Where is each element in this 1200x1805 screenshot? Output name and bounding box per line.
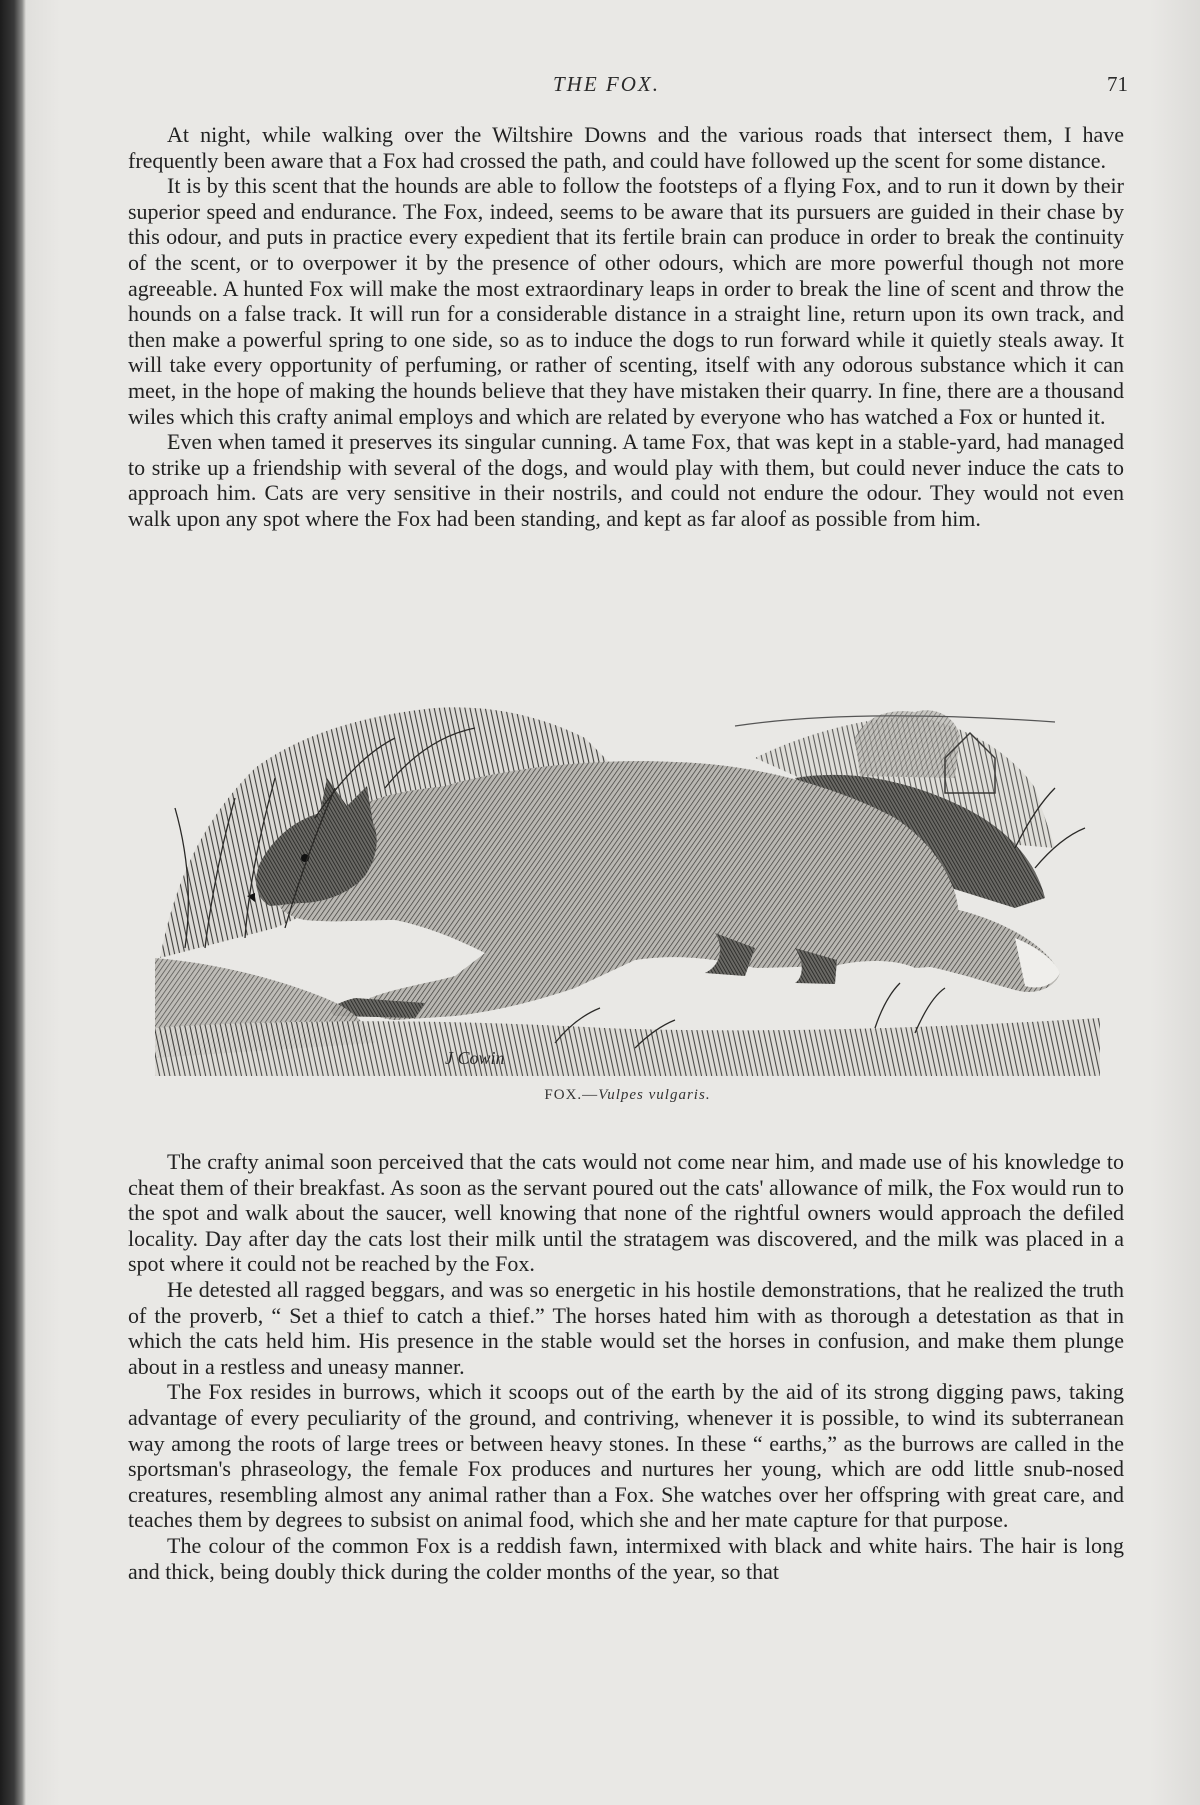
caption-prefix: FOX.— [544, 1087, 599, 1103]
running-header [128, 70, 1128, 106]
caption-latin-name: Vulpes vulgaris. [598, 1087, 711, 1103]
fox-illustration [155, 698, 1100, 1076]
page-number: 71 [1107, 72, 1128, 96]
running-title: THE FOX. [553, 72, 660, 96]
text-block-top [128, 122, 1124, 532]
paragraph: The Fox resides in burrows, which it scoops out of the earth by the aid of its strong digging paws, taking advantage of every peculiarity of the ground, and contriving, whenever it is possible, to wind its subterranean way among the roots of large trees or between heavy stones. In these “ earths,” as the burrows are called in the sportsman's phraseology, the female Fox produces and nurtures her young, which are odd little snub-nosed creatures, resembling almost any animal rather than a Fox. She watches over her offspring with great care, and teaches them by degrees to subsist on animal food, which she and her mate capture for that purpose. [128, 1379, 1124, 1533]
figure-caption [155, 1087, 1100, 1104]
paragraph: At night, while walking over the Wiltshire Downs and the various roads that intersect them, I have frequently been aware that a Fox had crossed the path, and could have followed up the scent for some distance. [128, 122, 1124, 173]
paragraph: The crafty animal soon perceived that the cats would not come near him, and made use of his knowledge to cheat them of their breakfast. As soon as the servant poured out the cats' allowance of milk, the Fox would run to the spot and walk about the saucer, well knowing that none of the rightful owners would approach the defiled locality. Day after day the cats lost their milk until the stratagem was discovered, and the milk was placed in a spot where it could not be reached by the Fox. [128, 1149, 1124, 1277]
paragraph: He detested all ragged beggars, and was so energetic in his hostile demonstrations, that he realized the truth of the proverb, “ Set a thief to catch a thief.” The horses hated him with as thorough a detestation as that in which the cats held him. His presence in the stable would set the horses in confusion, and make them plunge about in a restless and uneasy manner. [128, 1276, 1124, 1379]
paragraph: The colour of the common Fox is a reddish fawn, intermixed with black and white hairs. The hair is long and thick, being doubly thick during the colder months of the year, so that [128, 1532, 1124, 1584]
text-block-bottom [128, 1149, 1124, 1584]
engraver-signature: J Cowin [445, 1048, 505, 1068]
paragraph: It is by this scent that the hounds are able to follow the footsteps of a flying Fox, and to run it down by their superior speed and endurance. The Fox, indeed, seems to be aware that its pursuers are guided in their chase by this odour, and puts in practice every expedient that its fertile brain can produce in order to break the continuity of the scent, or to overpower it by the presence of other odours, which are more powerful though not more agreeable. A hunted Fox will make the most extraordinary leaps in order to break the line of scent and throw the hounds on a false track. It will run for a considerable distance in a straight line, return upon its own track, and then make a powerful spring to one side, so as to induce the dogs to run forward while it quietly steals away. It will take every opportunity of perfuming, or rather of scenting, itself with any odorous substance which it can meet, in the hope of making the hounds believe that they have mistaken their quarry. In fine, there are a thousand wiles which this crafty animal employs and which are related by everyone who has watched a Fox or hunted it. [128, 173, 1124, 429]
paragraph: Even when tamed it preserves its singular cunning. A tame Fox, that was kept in a stable-yard, had managed to strike up a friendship with several of the dogs, and would play with them, but could never induce the cats to approach him. Cats are very sensitive in their nostrils, and could not endure the odour. They would not even walk upon any spot where the Fox had been standing, and kept as far aloof as possible from him. [128, 429, 1124, 531]
page-binding-edge [0, 0, 26, 1805]
fox-engraving [155, 698, 1100, 1076]
